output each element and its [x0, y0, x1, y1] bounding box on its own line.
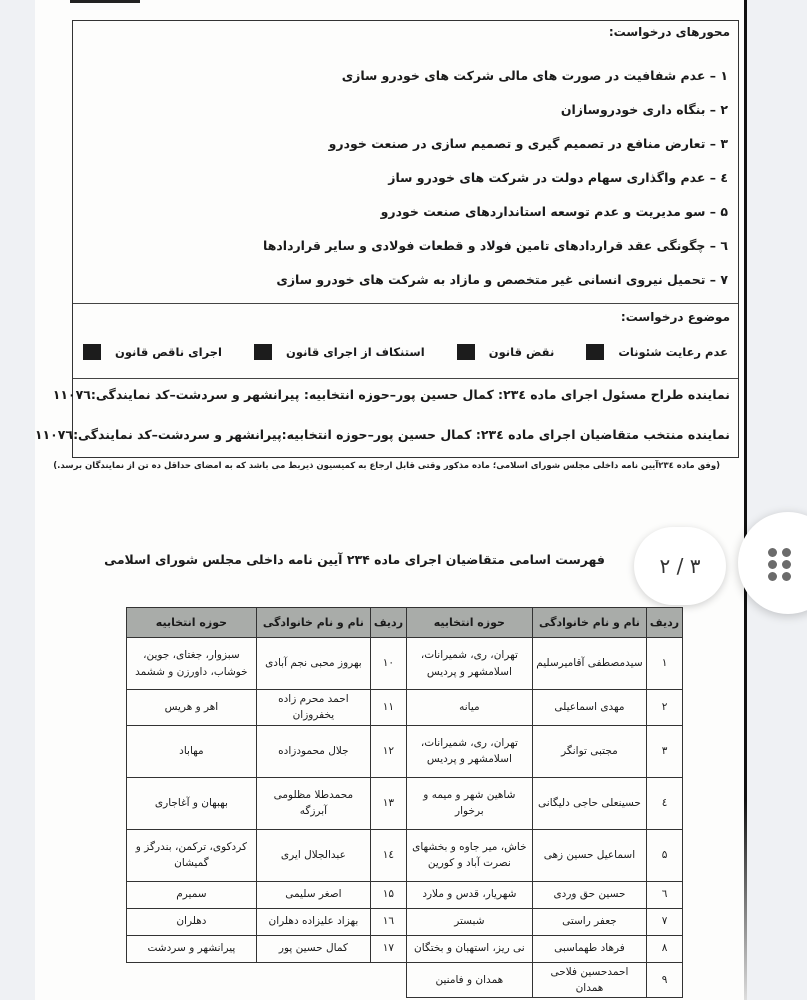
- subject-option-violation: [457, 344, 554, 360]
- page-indicator-label: ۳ / ۲: [659, 554, 701, 578]
- cell-district: کردکوی، ترکمن، بندرگز و گمیشان: [127, 829, 257, 881]
- cell-name: بهزاد علیزاده دهلران: [256, 908, 370, 935]
- cell-number: ۱٦: [370, 908, 406, 935]
- axes-item: ۷ – تحمیل نیروی انسانی غیر متخصص و مازاد به شرکت های خودرو سازی: [276, 272, 728, 287]
- cell-name: بهروز محبی نجم آبادی: [256, 638, 370, 690]
- dots-grid-icon: [768, 548, 794, 580]
- axes-item: ۳ – تعارض منافع در تصمیم گیری و تصمیم سازی در صنعت خودرو: [328, 136, 728, 151]
- table-row: [127, 881, 683, 908]
- cell-name: کمال حسین پور: [256, 935, 370, 962]
- cell-district: پیرانشهر و سردشت: [127, 935, 257, 962]
- cell-number: ۱٤: [370, 829, 406, 881]
- table-row: [127, 638, 683, 690]
- cell-name: حسینعلی حاجی دلیگانی: [532, 777, 646, 829]
- cell-district: شبستر: [406, 908, 532, 935]
- footnote: (وفق ماده ۲۳٤آیین نامه داخلی مجلس شورای اسلامی؛ ماده مذکور وقتی قابل ارجاع به کمیسیون ذیربط می باشد که به امضای حداقل ده تن از نمایندگان برسد.): [53, 461, 720, 471]
- header-district: حوزه انتخابیه: [127, 608, 257, 638]
- list-title: فهرست اسامی متقاضیان اجرای ماده ۲۳۴ آیین نامه داخلی مجلس شورای اسلامی: [104, 552, 605, 567]
- cell-district: شاهین شهر و میمه و برخوار: [406, 777, 532, 829]
- table-row: [127, 725, 683, 777]
- cell-district: خاش، میر جاوه و بخشهای نصرت آباد و کورین: [406, 829, 532, 881]
- table-row: [127, 690, 683, 726]
- cell-number: ۱۰: [370, 638, 406, 690]
- candidates-table: [126, 607, 683, 998]
- cell-number: ۱۱: [370, 690, 406, 726]
- cell-district: نی ریز، استهبان و بختگان: [406, 935, 532, 962]
- cell-name: اسماعیل حسین زهی: [532, 829, 646, 881]
- cell-name: حسین حق وردی: [532, 881, 646, 908]
- option-label: نقض قانون: [488, 345, 555, 359]
- cell-number: ۸: [647, 935, 683, 962]
- header-row-number: ردیف: [370, 608, 406, 638]
- header-district: حوزه انتخابیه: [406, 608, 532, 638]
- header-full-name: نام و نام خانوادگی: [256, 608, 370, 638]
- option-label: استنکاف از اجرای قانون: [286, 345, 425, 359]
- table-row: [127, 908, 683, 935]
- representative-designer: نماینده طراح مسئول اجرای ماده ۲۳٤: کمال حسین پور–حوزه انتخابیه: پیرانشهر و سردشت–کد نمایندگی:۱۱۰۷٦: [52, 387, 730, 402]
- cell-name: مهدی اسماعیلی: [532, 690, 646, 726]
- request-subject-section: [73, 304, 738, 379]
- axes-item: ۵ – سو مدیریت و عدم توسعه استانداردهای صنعت خودرو: [380, 204, 728, 219]
- cell-number: ۳: [647, 725, 683, 777]
- cell-empty: [370, 962, 406, 998]
- subject-option-noncompliance: [586, 344, 728, 360]
- cell-district: همدان و فامنین: [406, 962, 532, 998]
- menu-button[interactable]: [738, 512, 807, 614]
- cell-number: ۷: [647, 908, 683, 935]
- table-row: [127, 935, 683, 962]
- representatives-section: [34, 379, 738, 459]
- cell-name: احمد محرم زاده یخفروزان: [256, 690, 370, 726]
- table-row: [127, 962, 683, 998]
- cell-district: میانه: [406, 690, 532, 726]
- cell-district: اهر و هریس: [127, 690, 257, 726]
- cell-name: احمدحسین فلاحی همدان: [532, 962, 646, 998]
- table-row: [127, 777, 683, 829]
- request-form-box: [34, 20, 739, 458]
- cell-name: مجتبی توانگر: [532, 725, 646, 777]
- page-edge-divider: [744, 0, 747, 1000]
- axes-item: ٦ – چگونگی عقد قراردادهای تامین فولاد و قطعات فولادی و سایر قراردادها: [263, 238, 728, 253]
- cell-name: اصغر سلیمی: [256, 881, 370, 908]
- cell-district: بهبهان و آغاجاری: [127, 777, 257, 829]
- table-row: [127, 829, 683, 881]
- cell-number: ۱۵: [370, 881, 406, 908]
- cell-name: جعفر راستی: [532, 908, 646, 935]
- cell-district: سمیرم: [127, 881, 257, 908]
- axes-list: [83, 59, 728, 297]
- cell-empty: [256, 962, 370, 998]
- cell-number: ۹: [647, 962, 683, 998]
- cell-number: ۲: [647, 690, 683, 726]
- cell-district: دهلران: [127, 908, 257, 935]
- option-label: اجرای ناقص قانون: [115, 345, 222, 359]
- cell-number: ۵: [647, 829, 683, 881]
- cell-district: تهران، ری، شمیرانات، اسلامشهر و پردیس: [406, 638, 532, 690]
- cell-name: جلال محمودزاده: [256, 725, 370, 777]
- checked-box-icon: [586, 344, 604, 360]
- cell-number: ٤: [647, 777, 683, 829]
- table-header-row: [127, 608, 683, 638]
- cell-district: تهران، ری، شمیرانات، اسلامشهر و پردیس: [406, 725, 532, 777]
- cell-name: عبدالجلال ایری: [256, 829, 370, 881]
- option-label: عدم رعایت شئونات: [618, 345, 728, 359]
- cell-number: ۱۷: [370, 935, 406, 962]
- cell-number: ۱۳: [370, 777, 406, 829]
- subject-title: موضوع درخواست:: [620, 310, 730, 324]
- checked-box-icon: [457, 344, 475, 360]
- axes-item: ٤ – عدم واگذاری سهام دولت در شرکت های خودرو ساز: [388, 170, 728, 185]
- subject-options: [83, 344, 728, 360]
- axes-item: ۲ – بنگاه داری خودروسازان: [560, 102, 728, 117]
- cell-name: فرهاد طهماسبی: [532, 935, 646, 962]
- header-row-number: ردیف: [647, 608, 683, 638]
- cell-number: ٦: [647, 881, 683, 908]
- page-top-edge: [70, 0, 140, 3]
- checked-box-icon: [254, 344, 272, 360]
- axes-title: محورهای درخواست:: [608, 25, 730, 39]
- representative-selected: نماینده منتخب متقاضیان اجرای ماده ۲۳٤: کمال حسین پور–حوزه انتخابیه:پیرانشهر و سردشت–کد نمایندگی:۱۱۰۷٦: [34, 427, 730, 442]
- cell-number: ۱۲: [370, 725, 406, 777]
- cell-empty: [127, 962, 257, 998]
- cell-name: محمدطلا مظلومی آبرزگه: [256, 777, 370, 829]
- cell-district: شهریار، قدس و ملارد: [406, 881, 532, 908]
- request-axes-section: [73, 21, 738, 304]
- page-indicator: [634, 527, 726, 605]
- header-full-name: نام و نام خانوادگی: [532, 608, 646, 638]
- axes-item: ۱ – عدم شفافیت در صورت های مالی شرکت های خودرو سازی: [341, 68, 728, 83]
- cell-district: مهاباد: [127, 725, 257, 777]
- checked-box-icon: [83, 344, 101, 360]
- subject-option-refusal: [254, 344, 425, 360]
- cell-number: ۱: [647, 638, 683, 690]
- cell-name: سیدمصطفی آقامیرسلیم: [532, 638, 646, 690]
- subject-option-incomplete: [83, 344, 222, 360]
- cell-district: سبزوار، جغتای، جوین، خوشاب، داورزن و ششمد: [127, 638, 257, 690]
